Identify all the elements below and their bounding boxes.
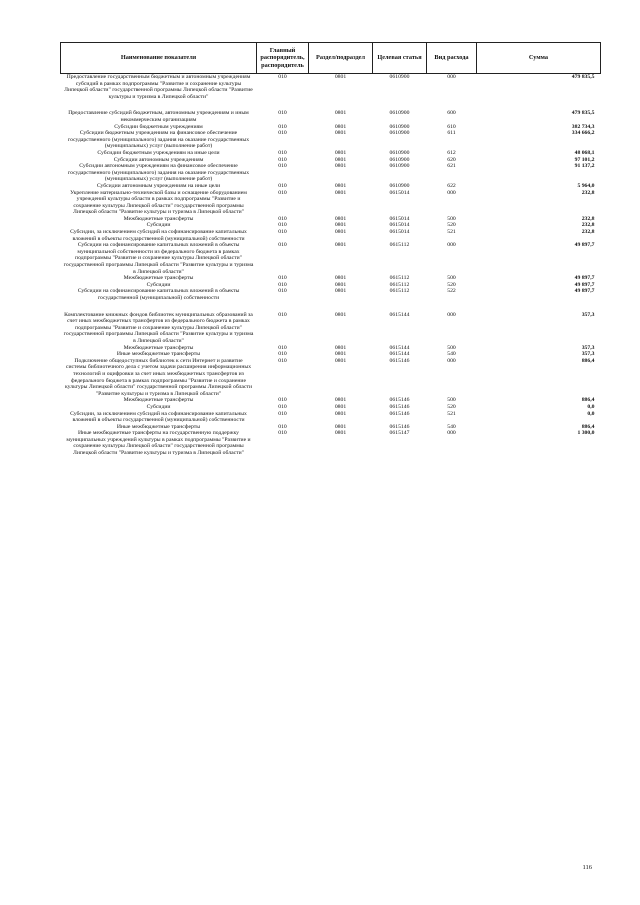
table-row bbox=[61, 229, 601, 242]
row-name: Межбюджетные трансферты bbox=[123, 275, 194, 282]
row-expense-code: 520 bbox=[447, 222, 456, 229]
header-sum: Сумма bbox=[477, 43, 601, 74]
header-manager: Главный распорядитель, распорядитель bbox=[257, 43, 309, 74]
row-manager-code: 010 bbox=[278, 410, 287, 417]
row-section-code: 0801 bbox=[334, 229, 347, 236]
row-sum: 382 734,3 bbox=[571, 123, 595, 130]
row-manager-code: 010 bbox=[278, 311, 287, 318]
row-section-code: 0801 bbox=[334, 123, 347, 130]
table-row bbox=[61, 351, 601, 358]
row-section-code: 0801 bbox=[334, 130, 347, 137]
row-target-code: 0615144 bbox=[389, 344, 410, 351]
row-section-code: 0801 bbox=[334, 423, 347, 430]
row-expense-code: 620 bbox=[447, 156, 456, 163]
table-header bbox=[61, 43, 601, 74]
table-row bbox=[61, 74, 601, 101]
row-section-code: 0801 bbox=[334, 288, 347, 295]
row-target-code: 0610900 bbox=[389, 130, 410, 137]
row-name: Субсидии бюджетным учреждениям bbox=[114, 123, 203, 130]
row-sum: 91 137,2 bbox=[574, 163, 595, 170]
row-sum: 232,8 bbox=[581, 215, 595, 222]
row-name: Иные межбюджетные трансферты bbox=[116, 351, 201, 358]
table-row bbox=[61, 411, 601, 424]
header-name: Наименование показателя bbox=[61, 43, 257, 74]
row-expense-code: 522 bbox=[447, 288, 456, 295]
row-manager-code: 010 bbox=[278, 156, 287, 163]
table-row bbox=[61, 358, 601, 398]
row-section-code: 0801 bbox=[334, 189, 347, 196]
row-target-code: 0615146 bbox=[389, 357, 410, 364]
table-row bbox=[61, 288, 601, 301]
row-manager-code: 010 bbox=[278, 344, 287, 351]
header-target: Целевая статья bbox=[373, 43, 427, 74]
row-name: Субсидии бюджетным учреждениям на финансовое обеспечение государственного (муниципального) задания на оказание государственных (муниципальных) услуг (выполнение работ) bbox=[67, 130, 250, 150]
row-expense-code: 500 bbox=[447, 275, 456, 282]
row-name: Субсидии бюджетным учреждениям на иные цели bbox=[97, 149, 220, 156]
row-section-code: 0801 bbox=[334, 397, 347, 404]
row-manager-code: 010 bbox=[278, 357, 287, 364]
row-manager-code: 010 bbox=[278, 123, 287, 130]
row-sum: 357,3 bbox=[581, 344, 595, 351]
row-manager-code: 010 bbox=[278, 215, 287, 222]
row-target-code: 0615146 bbox=[389, 410, 410, 417]
row-name: Комплектование книжных фондов библиотек муниципальных образований за счет иных межбюджетных трансфертов из федерального бюджета в рамках подпрограммы "Развитие и сохранение культуры Липецкой области" государственной программы Липецкой области "Развитие культуры и туризма в Липецкой области" bbox=[63, 311, 254, 344]
row-expense-code: 520 bbox=[447, 281, 456, 288]
row-sum: 357,3 bbox=[581, 351, 595, 358]
row-manager-code: 010 bbox=[278, 222, 287, 229]
row-sum: 49 897,7 bbox=[574, 288, 595, 295]
row-target-code: 0615014 bbox=[389, 222, 410, 229]
row-target-code: 0615112 bbox=[389, 281, 410, 288]
row-expense-code: 000 bbox=[447, 311, 456, 318]
table-row bbox=[61, 430, 601, 456]
row-sum: 49 897,7 bbox=[574, 242, 595, 249]
row-manager-code: 010 bbox=[278, 281, 287, 288]
row-target-code: 0615144 bbox=[389, 311, 410, 318]
row-expense-code: 000 bbox=[447, 74, 456, 80]
row-sum: 1 300,0 bbox=[577, 430, 595, 437]
row-expense-code: 622 bbox=[447, 182, 456, 189]
row-manager-code: 010 bbox=[278, 182, 287, 189]
row-name: Иные межбюджетные трансферты на государственную поддержку муниципальных учреждений культуры в рамках подпрограммы "Развитие и сохранение культуры Липецкой области" государственной программы Липецкой области "Развитие культуры и туризма в Липецкой области" bbox=[66, 430, 251, 457]
row-target-code: 0615112 bbox=[389, 288, 410, 295]
row-expense-code: 600 bbox=[447, 110, 456, 117]
page-number: 116 bbox=[582, 864, 592, 871]
row-target-code: 0615144 bbox=[389, 351, 410, 358]
row-expense-code: 540 bbox=[447, 351, 456, 358]
table-row bbox=[61, 150, 601, 157]
row-section-code: 0801 bbox=[334, 74, 347, 80]
row-sum: 479 835,5 bbox=[571, 110, 595, 117]
row-section-code: 0801 bbox=[334, 357, 347, 364]
row-target-code: 0610900 bbox=[389, 123, 410, 130]
row-expense-code: 500 bbox=[447, 397, 456, 404]
row-manager-code: 010 bbox=[278, 110, 287, 117]
table-body bbox=[61, 74, 601, 457]
row-section-code: 0801 bbox=[334, 242, 347, 249]
row-sum: 232,8 bbox=[581, 189, 595, 196]
row-target-code: 0615147 bbox=[389, 430, 410, 437]
row-sum: 49 897,7 bbox=[574, 275, 595, 282]
budget-table-sheet bbox=[60, 42, 600, 457]
row-section-code: 0801 bbox=[334, 344, 347, 351]
row-name: Субсидии автономным учреждениям на иные цели bbox=[96, 182, 221, 189]
row-expense-code: 000 bbox=[447, 242, 456, 249]
row-target-code: 0615146 bbox=[389, 397, 410, 404]
row-name: Иные межбюджетные трансферты bbox=[116, 423, 201, 430]
row-manager-code: 010 bbox=[278, 351, 287, 358]
row-target-code: 0610900 bbox=[389, 110, 410, 117]
row-section-code: 0801 bbox=[334, 222, 347, 229]
row-expense-code: 611 bbox=[447, 130, 456, 137]
row-section-code: 0801 bbox=[334, 182, 347, 189]
row-target-code: 0610900 bbox=[389, 163, 410, 170]
row-section-code: 0801 bbox=[334, 275, 347, 282]
row-expense-code: 621 bbox=[447, 163, 456, 170]
row-target-code: 0610900 bbox=[389, 149, 410, 156]
row-name: Межбюджетные трансферты bbox=[123, 215, 194, 222]
row-sum: 886,4 bbox=[581, 423, 595, 430]
row-target-code: 0615146 bbox=[389, 403, 410, 410]
row-section-code: 0801 bbox=[334, 156, 347, 163]
row-manager-code: 010 bbox=[278, 397, 287, 404]
row-name: Субсидии автономным учреждениям bbox=[113, 156, 204, 163]
row-section-code: 0801 bbox=[334, 163, 347, 170]
row-target-code: 0610900 bbox=[389, 182, 410, 189]
row-manager-code: 010 bbox=[278, 163, 287, 170]
row-name: Подключение общедоступных библиотек к сети Интернет и развитие системы библиотечного дела с учетом задачи расширения информационных технологий и оцифровки за счет иных межбюджетных трансфертов из федерального бюджета в рамках подпрограммы "Развитие и сохранение культуры Липецкой области" государственной программы Липецкой области "Развитие культуры и туризма в Липецкой области" bbox=[64, 357, 253, 397]
row-name: Субсидии bbox=[146, 222, 171, 229]
row-sum: 232,8 bbox=[581, 222, 595, 229]
table-row bbox=[61, 100, 601, 123]
table-row bbox=[61, 242, 601, 275]
row-manager-code: 010 bbox=[278, 288, 287, 295]
row-section-code: 0801 bbox=[334, 311, 347, 318]
row-expense-code: 000 bbox=[447, 189, 456, 196]
row-expense-code: 520 bbox=[447, 403, 456, 410]
row-section-code: 0801 bbox=[334, 430, 347, 437]
budget-table bbox=[60, 42, 601, 457]
row-name: Субсидии, за исключением субсидий на софинансирование капитальных вложений в объекты государственной (муниципальной) собственности bbox=[70, 229, 247, 242]
row-name: Межбюджетные трансферты bbox=[123, 344, 194, 351]
row-name: Субсидии bbox=[146, 403, 171, 410]
header-expense: Вид расхода bbox=[427, 43, 477, 74]
row-target-code: 0615014 bbox=[389, 215, 410, 222]
row-expense-code: 521 bbox=[447, 229, 456, 236]
row-expense-code: 500 bbox=[447, 215, 456, 222]
row-target-code: 0615112 bbox=[389, 242, 410, 249]
row-target-code: 0615112 bbox=[389, 275, 410, 282]
table-row bbox=[61, 216, 601, 223]
row-sum: 49 897,7 bbox=[574, 281, 595, 288]
row-sum: 334 666,2 bbox=[571, 130, 595, 137]
row-name: Субсидии, за исключением субсидий на софинансирование капитальных вложений в объекты государственной (муниципальной) собственности bbox=[70, 410, 247, 424]
row-sum: 886,4 bbox=[581, 357, 595, 364]
row-manager-code: 010 bbox=[278, 430, 287, 437]
row-sum: 232,8 bbox=[581, 229, 595, 236]
table-row bbox=[61, 302, 601, 345]
row-target-code: 0615014 bbox=[389, 229, 410, 236]
row-section-code: 0801 bbox=[334, 215, 347, 222]
row-sum: 479 835,5 bbox=[571, 74, 595, 80]
row-expense-code: 500 bbox=[447, 344, 456, 351]
table-row bbox=[61, 163, 601, 183]
row-section-code: 0801 bbox=[334, 110, 347, 117]
table-row bbox=[61, 190, 601, 216]
row-section-code: 0801 bbox=[334, 403, 347, 410]
row-expense-code: 000 bbox=[447, 357, 456, 364]
table-row bbox=[61, 130, 601, 150]
row-section-code: 0801 bbox=[334, 149, 347, 156]
table-row bbox=[61, 404, 601, 411]
row-target-code: 0610900 bbox=[389, 156, 410, 163]
row-manager-code: 010 bbox=[278, 149, 287, 156]
row-manager-code: 010 bbox=[278, 423, 287, 430]
row-target-code: 0615146 bbox=[389, 423, 410, 430]
row-target-code: 0615014 bbox=[389, 189, 410, 196]
row-manager-code: 010 bbox=[278, 275, 287, 282]
row-sum: 886,4 bbox=[581, 397, 595, 404]
row-section-code: 0801 bbox=[334, 281, 347, 288]
row-sum: 357,3 bbox=[581, 311, 595, 318]
row-expense-code: 521 bbox=[447, 410, 456, 417]
row-name: Укрепление материально-технической базы и оснащение оборудованием учреждений культуры области в рамках подпрограммы "Развитие и сохранение культуры Липецкой области" государственной программы Липецкой области "Развитие культуры и туризма в Липецкой области" bbox=[70, 189, 247, 216]
row-manager-code: 010 bbox=[278, 229, 287, 236]
row-sum: 48 068,1 bbox=[574, 149, 595, 156]
row-name: Субсидии bbox=[146, 281, 171, 288]
header-section: Раздел/подраздел bbox=[309, 43, 373, 74]
row-sum: 5 964,0 bbox=[577, 182, 595, 189]
row-name: Субсидии на софинансирование капитальных вложений в объекты государственной (муниципальной) собственности bbox=[77, 288, 240, 301]
row-sum: 0,0 bbox=[587, 410, 595, 417]
row-section-code: 0801 bbox=[334, 410, 347, 417]
row-manager-code: 010 bbox=[278, 403, 287, 410]
row-name: Субсидии на софинансирование капитальных вложений в объекты муниципальной собственности из федерального бюджета в рамках подпрограммы "Развитие и сохранение культуры Липецкой области" государственной программы Липецкой области "Развитие культуры и туризма в Липецкой области" bbox=[63, 242, 254, 275]
table-row bbox=[61, 275, 601, 282]
row-name: Субсидии автономным учреждениям на финансовое обеспечение государственного (муниципального) задания на оказание государственных (муниципальных) услуг (выполнение работ) bbox=[67, 163, 250, 183]
row-manager-code: 010 bbox=[278, 242, 287, 249]
row-name: Предоставление субсидий бюджетным, автономным учреждениям и иным некоммерческим организациям bbox=[68, 110, 249, 123]
row-sum: 0,0 bbox=[587, 403, 595, 410]
row-sum: 97 101,2 bbox=[574, 156, 595, 163]
row-target-code: 0610900 bbox=[389, 74, 410, 80]
row-expense-code: 610 bbox=[447, 123, 456, 130]
row-manager-code: 010 bbox=[278, 130, 287, 137]
row-expense-code: 612 bbox=[447, 149, 456, 156]
row-section-code: 0801 bbox=[334, 351, 347, 358]
row-manager-code: 010 bbox=[278, 74, 287, 80]
row-name: Межбюджетные трансферты bbox=[123, 397, 194, 404]
row-expense-code: 000 bbox=[447, 430, 456, 437]
row-manager-code: 010 bbox=[278, 189, 287, 196]
row-expense-code: 540 bbox=[447, 423, 456, 430]
table-row bbox=[61, 397, 601, 404]
table-row bbox=[61, 183, 601, 190]
row-name: Предоставление государственным бюджетным и автономным учреждениям субсидий в рамках подпрограммы "Развитие и сохранение культуры Липецкой области" государственной программы Липецкой области "Развитие культуры и туризма в Липецкой области" bbox=[64, 74, 253, 100]
